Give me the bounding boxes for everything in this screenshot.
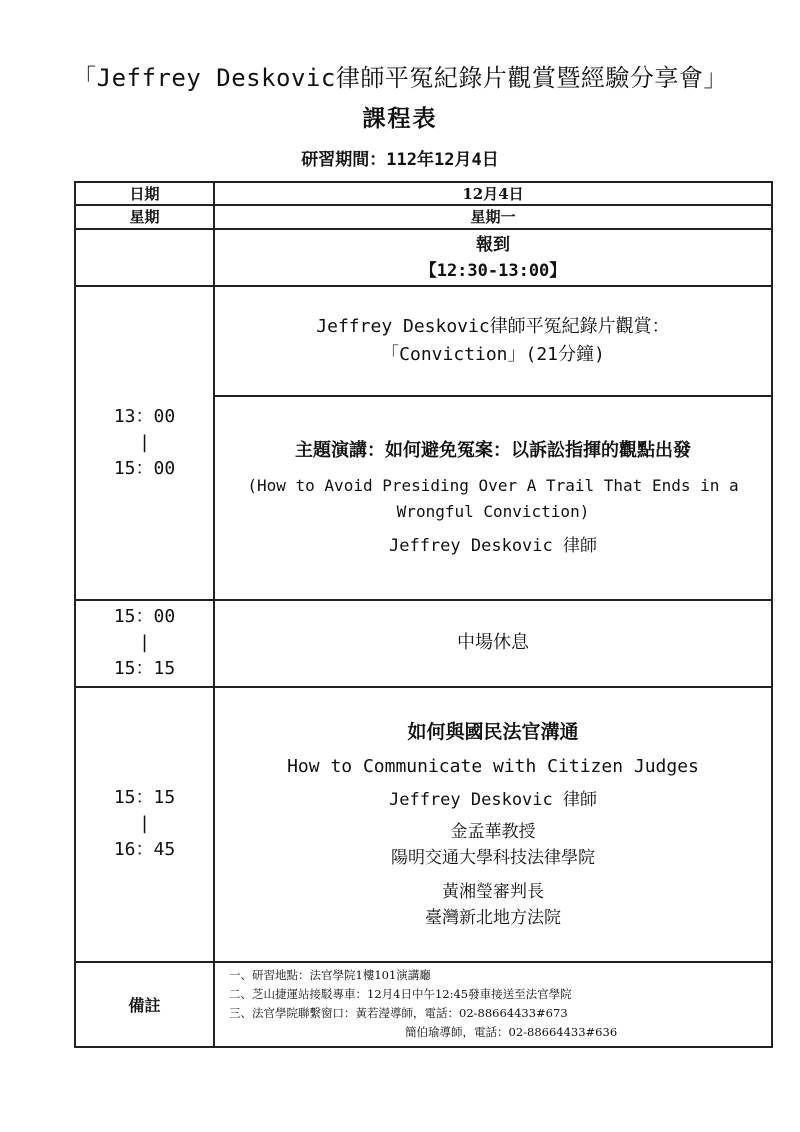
study-period: 研習期間：112年12月4日 bbox=[301, 150, 499, 170]
registration-label: 報到 bbox=[476, 234, 510, 255]
session1-time-end: 15：00 bbox=[113, 458, 176, 480]
note-item: 一、研習地點：法官學院1樓101演講廳 bbox=[229, 968, 431, 983]
note-item: 簡伯瑜導師，電話：02-88664433#636 bbox=[405, 1025, 618, 1040]
registration-time: 【12:30-13:00】 bbox=[419, 260, 567, 281]
session2-cell bbox=[214, 687, 772, 962]
session2-speaker2-name: 金孟華教授 bbox=[450, 822, 536, 843]
break-cell bbox=[214, 600, 772, 687]
break-time-separator: | bbox=[139, 632, 150, 654]
film-row bbox=[75, 286, 772, 396]
registration-row bbox=[75, 229, 772, 287]
registration-cell bbox=[214, 229, 772, 287]
film-cell bbox=[214, 286, 772, 396]
schedule-table bbox=[74, 181, 773, 1048]
break-time-end: 15：15 bbox=[113, 658, 176, 680]
notes-cell bbox=[214, 962, 772, 1047]
session1-time-start: 13：00 bbox=[113, 406, 176, 428]
document-title: 「Jeffrey Deskovic律師平冤紀錄片觀賞暨經驗分享會」 bbox=[72, 64, 728, 92]
session2-speaker3-name: 黃湘瑩審判長 bbox=[442, 882, 544, 903]
session1-time-separator: | bbox=[139, 432, 150, 454]
film-title-line1: Jeffrey Deskovic律師平冤紀錄片觀賞： bbox=[316, 316, 670, 338]
registration-time-empty bbox=[75, 229, 214, 287]
weekday-row bbox=[75, 205, 772, 228]
lecture-title-english: (How to Avoid Presiding Over A Trail That Ends in a Wrongful Conviction) bbox=[247, 475, 739, 521]
document-subtitle: 課程表 bbox=[362, 105, 438, 132]
note-item: 三、法官學院聯繫窗口：黃若瀅導師，電話：02-88664433#673 bbox=[229, 1006, 568, 1021]
film-title-line2: 「Conviction」(21分鐘) bbox=[381, 344, 605, 366]
session2-time-start: 15：15 bbox=[113, 787, 176, 809]
lecture-cell bbox=[214, 396, 772, 600]
date-value: 12月4日 bbox=[214, 182, 772, 205]
session2-speaker3-org: 臺灣新北地方法院 bbox=[425, 908, 561, 929]
weekday-label: 星期 bbox=[75, 205, 214, 228]
session1-time bbox=[75, 286, 214, 599]
session2-speaker1: Jeffrey Deskovic 律師 bbox=[389, 790, 597, 811]
session2-time-end: 16：45 bbox=[113, 839, 176, 861]
note-item: 二、芝山捷運站接駁專車：12月4日中午12:45發車接送至法官學院 bbox=[229, 987, 572, 1002]
break-time-start: 15：00 bbox=[113, 606, 176, 628]
break-label: 中場休息 bbox=[457, 632, 529, 654]
break-row bbox=[75, 600, 772, 687]
notes-row bbox=[75, 962, 772, 1047]
break-time bbox=[75, 600, 214, 687]
lecture-speaker: Jeffrey Deskovic 律師 bbox=[389, 535, 597, 556]
session2-time-separator: | bbox=[139, 813, 150, 835]
date-row bbox=[75, 182, 772, 205]
date-label: 日期 bbox=[75, 182, 214, 205]
lecture-title: 主題演講：如何避免冤案：以訴訟指揮的觀點出發 bbox=[295, 439, 691, 461]
notes-label: 備註 bbox=[75, 962, 214, 1047]
session2-title-zh: 如何與國民法官溝通 bbox=[407, 721, 579, 744]
session2-title-en: How to Communicate with Citizen Judges bbox=[287, 756, 699, 778]
weekday-value: 星期一 bbox=[214, 205, 772, 228]
session2-time bbox=[75, 687, 214, 962]
session2-row bbox=[75, 687, 772, 962]
session2-speaker2-org: 陽明交通大學科技法律學院 bbox=[391, 848, 595, 869]
